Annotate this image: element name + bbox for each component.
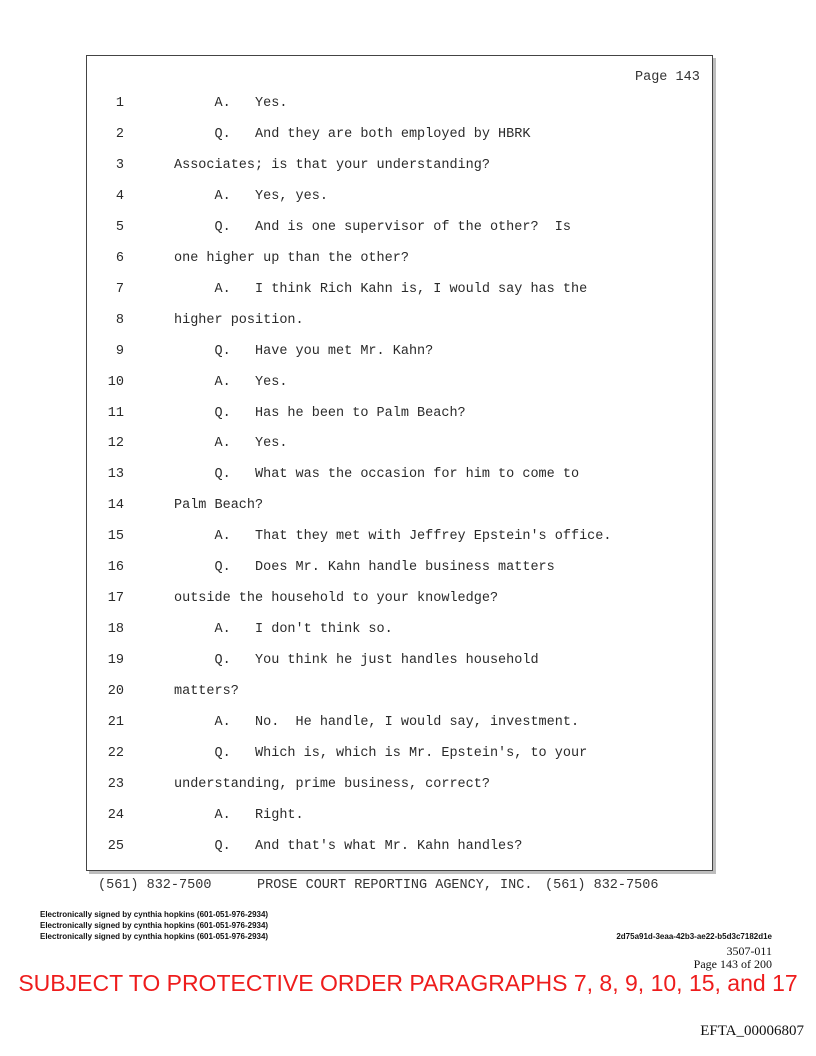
- line-text: outside the household to your knowledge?: [174, 591, 499, 606]
- line-number: 7: [115, 282, 124, 297]
- line-number: 16: [107, 560, 124, 575]
- line-text: Q. What was the occasion for him to come to: [174, 467, 580, 482]
- line-text: A. Yes, yes.: [174, 189, 328, 204]
- line-number: 5: [115, 220, 124, 235]
- line-number: 17: [107, 591, 124, 606]
- line-text: Q. Which is, which is Mr. Epstein's, to your: [174, 746, 588, 761]
- line-number: 9: [115, 344, 124, 359]
- line-text: A. I think Rich Kahn is, I would say has the: [174, 282, 588, 297]
- line-text: Q. And is one supervisor of the other? Is: [174, 220, 571, 235]
- line-number: 22: [107, 746, 124, 761]
- line-number: 6: [115, 251, 124, 266]
- line-text: A. Yes.: [174, 436, 288, 451]
- line-number: 25: [107, 839, 124, 854]
- line-number: 18: [107, 622, 124, 637]
- line-text: Q. Does Mr. Kahn handle business matters: [174, 560, 555, 575]
- line-text: Palm Beach?: [174, 498, 264, 513]
- line-number: 10: [107, 375, 124, 390]
- footer-phone-left: (561) 832-7500: [98, 878, 212, 893]
- line-number: 1: [115, 96, 124, 111]
- line-number: 12: [107, 436, 124, 451]
- signature-line: Electronically signed by cynthia hopkins (601-051-976-2934): [40, 910, 269, 919]
- line-number: 11: [107, 406, 124, 421]
- line-number: 4: [115, 189, 124, 204]
- line-text: Q. Have you met Mr. Kahn?: [174, 344, 434, 359]
- document-hash: 2d75a91d-3eaa-42b3-ae22-b5d3c7182d1e: [616, 932, 772, 941]
- line-text: A. No. He handle, I would say, investment.: [174, 715, 580, 730]
- line-number: 13: [107, 467, 124, 482]
- line-text: understanding, prime business, correct?: [174, 777, 490, 792]
- line-number: 20: [107, 684, 124, 699]
- footer-phone-right: (561) 832-7506: [545, 878, 659, 893]
- line-number: 24: [107, 808, 124, 823]
- line-number: 8: [115, 313, 124, 328]
- line-text: A. Right.: [174, 808, 304, 823]
- page-label: Page 143: [635, 70, 700, 85]
- line-number: 15: [107, 529, 124, 544]
- footer-agency: PROSE COURT REPORTING AGENCY, INC.: [257, 878, 533, 893]
- signature-line: Electronically signed by cynthia hopkins (601-051-976-2934): [40, 932, 269, 941]
- line-number: 3: [115, 158, 124, 173]
- page-of-count: Page 143 of 200: [693, 957, 772, 971]
- line-number: 19: [107, 653, 124, 668]
- exhibit-number: 3507-011: [726, 944, 772, 958]
- line-text: A. Yes.: [174, 96, 288, 111]
- line-text: Q. And that's what Mr. Kahn handles?: [174, 839, 523, 854]
- bates-number: EFTA_00006807: [700, 1023, 804, 1039]
- line-text: higher position.: [174, 313, 304, 328]
- line-number: 2: [115, 127, 124, 142]
- line-text: A. I don't think so.: [174, 622, 393, 637]
- line-number: 14: [107, 498, 124, 513]
- line-text: matters?: [174, 684, 239, 699]
- line-text: Q. You think he just handles household: [174, 653, 539, 668]
- line-text: A. Yes.: [174, 375, 288, 390]
- line-text: Associates; is that your understanding?: [174, 158, 490, 173]
- line-text: Q. Has he been to Palm Beach?: [174, 406, 466, 421]
- line-number: 21: [107, 715, 124, 730]
- line-text: Q. And they are both employed by HBRK: [174, 127, 531, 142]
- line-number: 23: [107, 777, 124, 792]
- protective-order-notice: SUBJECT TO PROTECTIVE ORDER PARAGRAPHS 7, 8, 9, 10, 15, and 17: [18, 970, 798, 996]
- signature-line: Electronically signed by cynthia hopkins (601-051-976-2934): [40, 921, 269, 930]
- line-text: one higher up than the other?: [174, 251, 409, 266]
- line-text: A. That they met with Jeffrey Epstein's office.: [174, 529, 612, 544]
